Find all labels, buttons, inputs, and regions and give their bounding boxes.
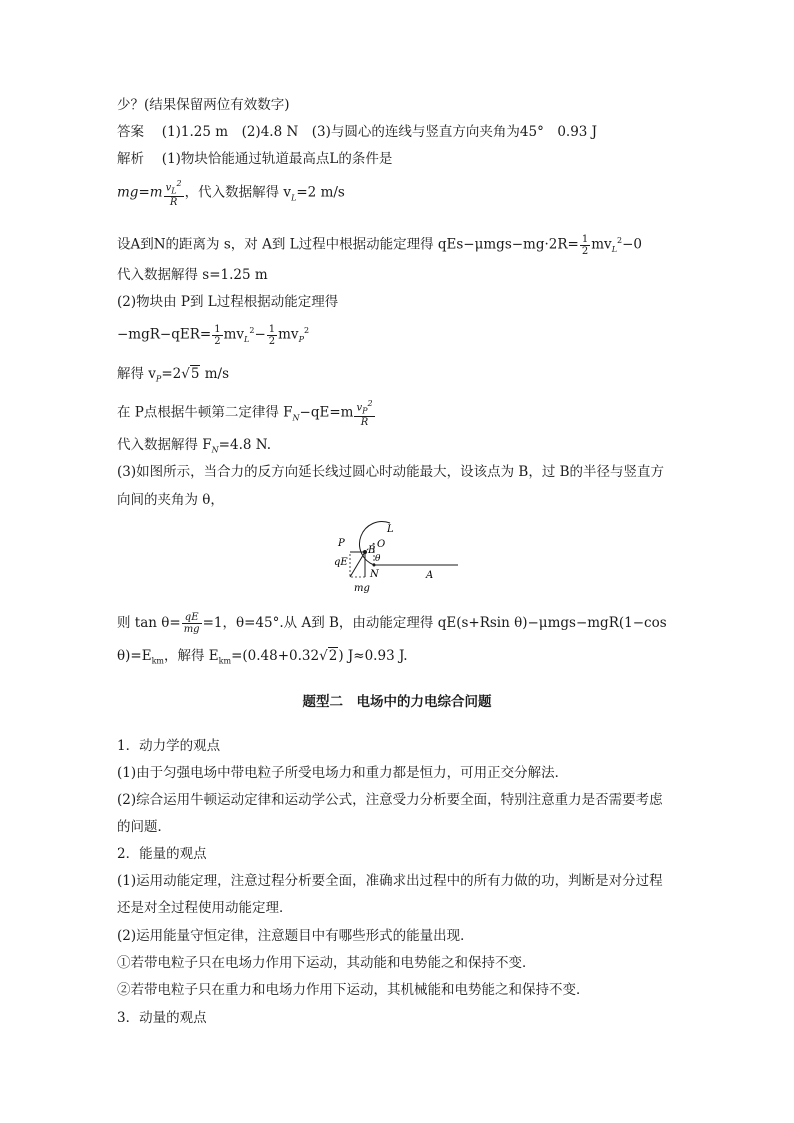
fraction-vP2-over-R: $\frac{v_P^2}{R}$ xyxy=(356,399,373,429)
ekm-result-line: $\theta)=E_{km}$，解得 $E_{km}=(0.48+0.32√2)$ J≈0.93 J. xyxy=(117,648,408,666)
fraction-vL2-over-R: $\frac{v_L^2}{R}$ xyxy=(165,179,182,209)
analysis-label: 解析 xyxy=(117,151,144,167)
part2-equation: −mgR−qER= $\frac{1}{2}$ $mv_L^2-$ $\frac{1}{2}$ $mv_P^2$ xyxy=(117,323,310,347)
list-item: (2)综合运用牛顿运动定律和运动学公式，注意受力分析要全面，特别注意重力是否需要考虑 xyxy=(117,792,663,808)
vp-result-line: 解得 $v_P=2√5$ m/s xyxy=(117,366,229,384)
part2-intro: (2)物块由 P到 L过程根据动能定理得 xyxy=(117,294,339,310)
resultant-vector xyxy=(350,552,365,577)
list-item: 的问题． xyxy=(117,819,171,835)
fraction-qE-over-mg: $\frac{qE}{mg}$ xyxy=(183,612,200,635)
label-O: O xyxy=(377,539,386,550)
analysis-body: (1)物块恰能通过轨道最高点L的条件是 xyxy=(161,151,393,167)
fraction-half: $\frac{1}{2}$ xyxy=(581,233,589,257)
section-heading: 题型二 电场中的力电综合问题 xyxy=(302,694,492,710)
force-diagram xyxy=(330,515,465,593)
result-s-line: 代入数据解得 s=1.25 m xyxy=(117,267,268,283)
equation-top-condition: mg=m $\frac{v_L^2}{R}$ ，代入数据解得 $v_L=2$ m/s xyxy=(117,179,345,209)
energy-theorem-line: 设A到N的距离为 s，对 A到 L过程中根据动能定理得 qEs−μmgs−mg·2R= $\frac{1}{2}$ $mv_L^2-0$ xyxy=(117,233,642,257)
answer-label: 答案 xyxy=(117,124,144,140)
list-item: 3．动量的观点 xyxy=(117,1010,207,1026)
m-symbol: m xyxy=(149,184,163,201)
point-B xyxy=(363,550,367,554)
label-qE: qE xyxy=(334,557,348,568)
label-N: N xyxy=(370,569,379,580)
list-item: 1．动力学的观点 xyxy=(117,738,221,754)
answer-body: (1)1.25 m (2)4.8 N (3)与圆心的连线与竖直方向夹角为45° 0.93 J xyxy=(161,124,598,140)
tan-theta-line: 则 tan θ= $\frac{qE}{mg}$ =1，θ=45°.从 A到 B，由动能定理得 qE(s+Rsin θ)−μmgs−mgR(1−cos xyxy=(117,612,667,635)
part3-line2: 向间的夹角为 θ， xyxy=(117,492,224,508)
label-L: L xyxy=(387,524,394,535)
analysis-line xyxy=(117,150,392,168)
fraction-half: $\frac{1}{2}$ xyxy=(214,323,221,347)
list-item: (1)由于匀强电场中带电粒子所受电场力和重力都是恒力，可用正交分解法． xyxy=(117,765,569,781)
label-B: B xyxy=(368,545,376,556)
label-mg: mg xyxy=(354,583,370,593)
label-A: A xyxy=(426,570,434,581)
list-item: ①若带电粒子只在电场力作用下运动，其动能和电势能之和保持不变． xyxy=(117,955,536,971)
eq-tail: ，代入数据解得 v xyxy=(184,184,292,201)
list-item: 2．能量的观点 xyxy=(117,846,207,862)
part3-line1: (3)如图所示，当合力的反方向延长线过圆心时动能最大，设该点为 B，过 B的半径与竖直方 xyxy=(117,464,665,480)
newton-second-law-line: 在 P点根据牛顿第二定律得 $F_N-qE=m$ $\frac{v_P^2}{R}$ xyxy=(117,399,373,429)
label-theta: θ xyxy=(375,554,381,564)
list-item: 还是对全过程使用动能定理． xyxy=(117,900,293,916)
list-item: (2)运用能量守恒定律，注意题目中有哪些形式的能量出现． xyxy=(117,928,474,944)
answer-line xyxy=(117,123,597,141)
list-item: ②若带电粒子只在重力和电场力作用下运动，其机械能和电势能之和保持不变． xyxy=(117,982,590,998)
question-tail: 少？(结果保留两位有效数字) xyxy=(117,97,290,113)
fn-result-line: 代入数据解得 $F_N=4.8$ N. xyxy=(117,437,271,455)
list-item: (1)运用动能定理，注意过程分析要全面，准确求出过程中的所有力做的功，判断是对分过程 xyxy=(117,873,663,889)
label-P: P xyxy=(338,538,345,549)
fraction-half: $\frac{1}{2}$ xyxy=(268,323,276,347)
